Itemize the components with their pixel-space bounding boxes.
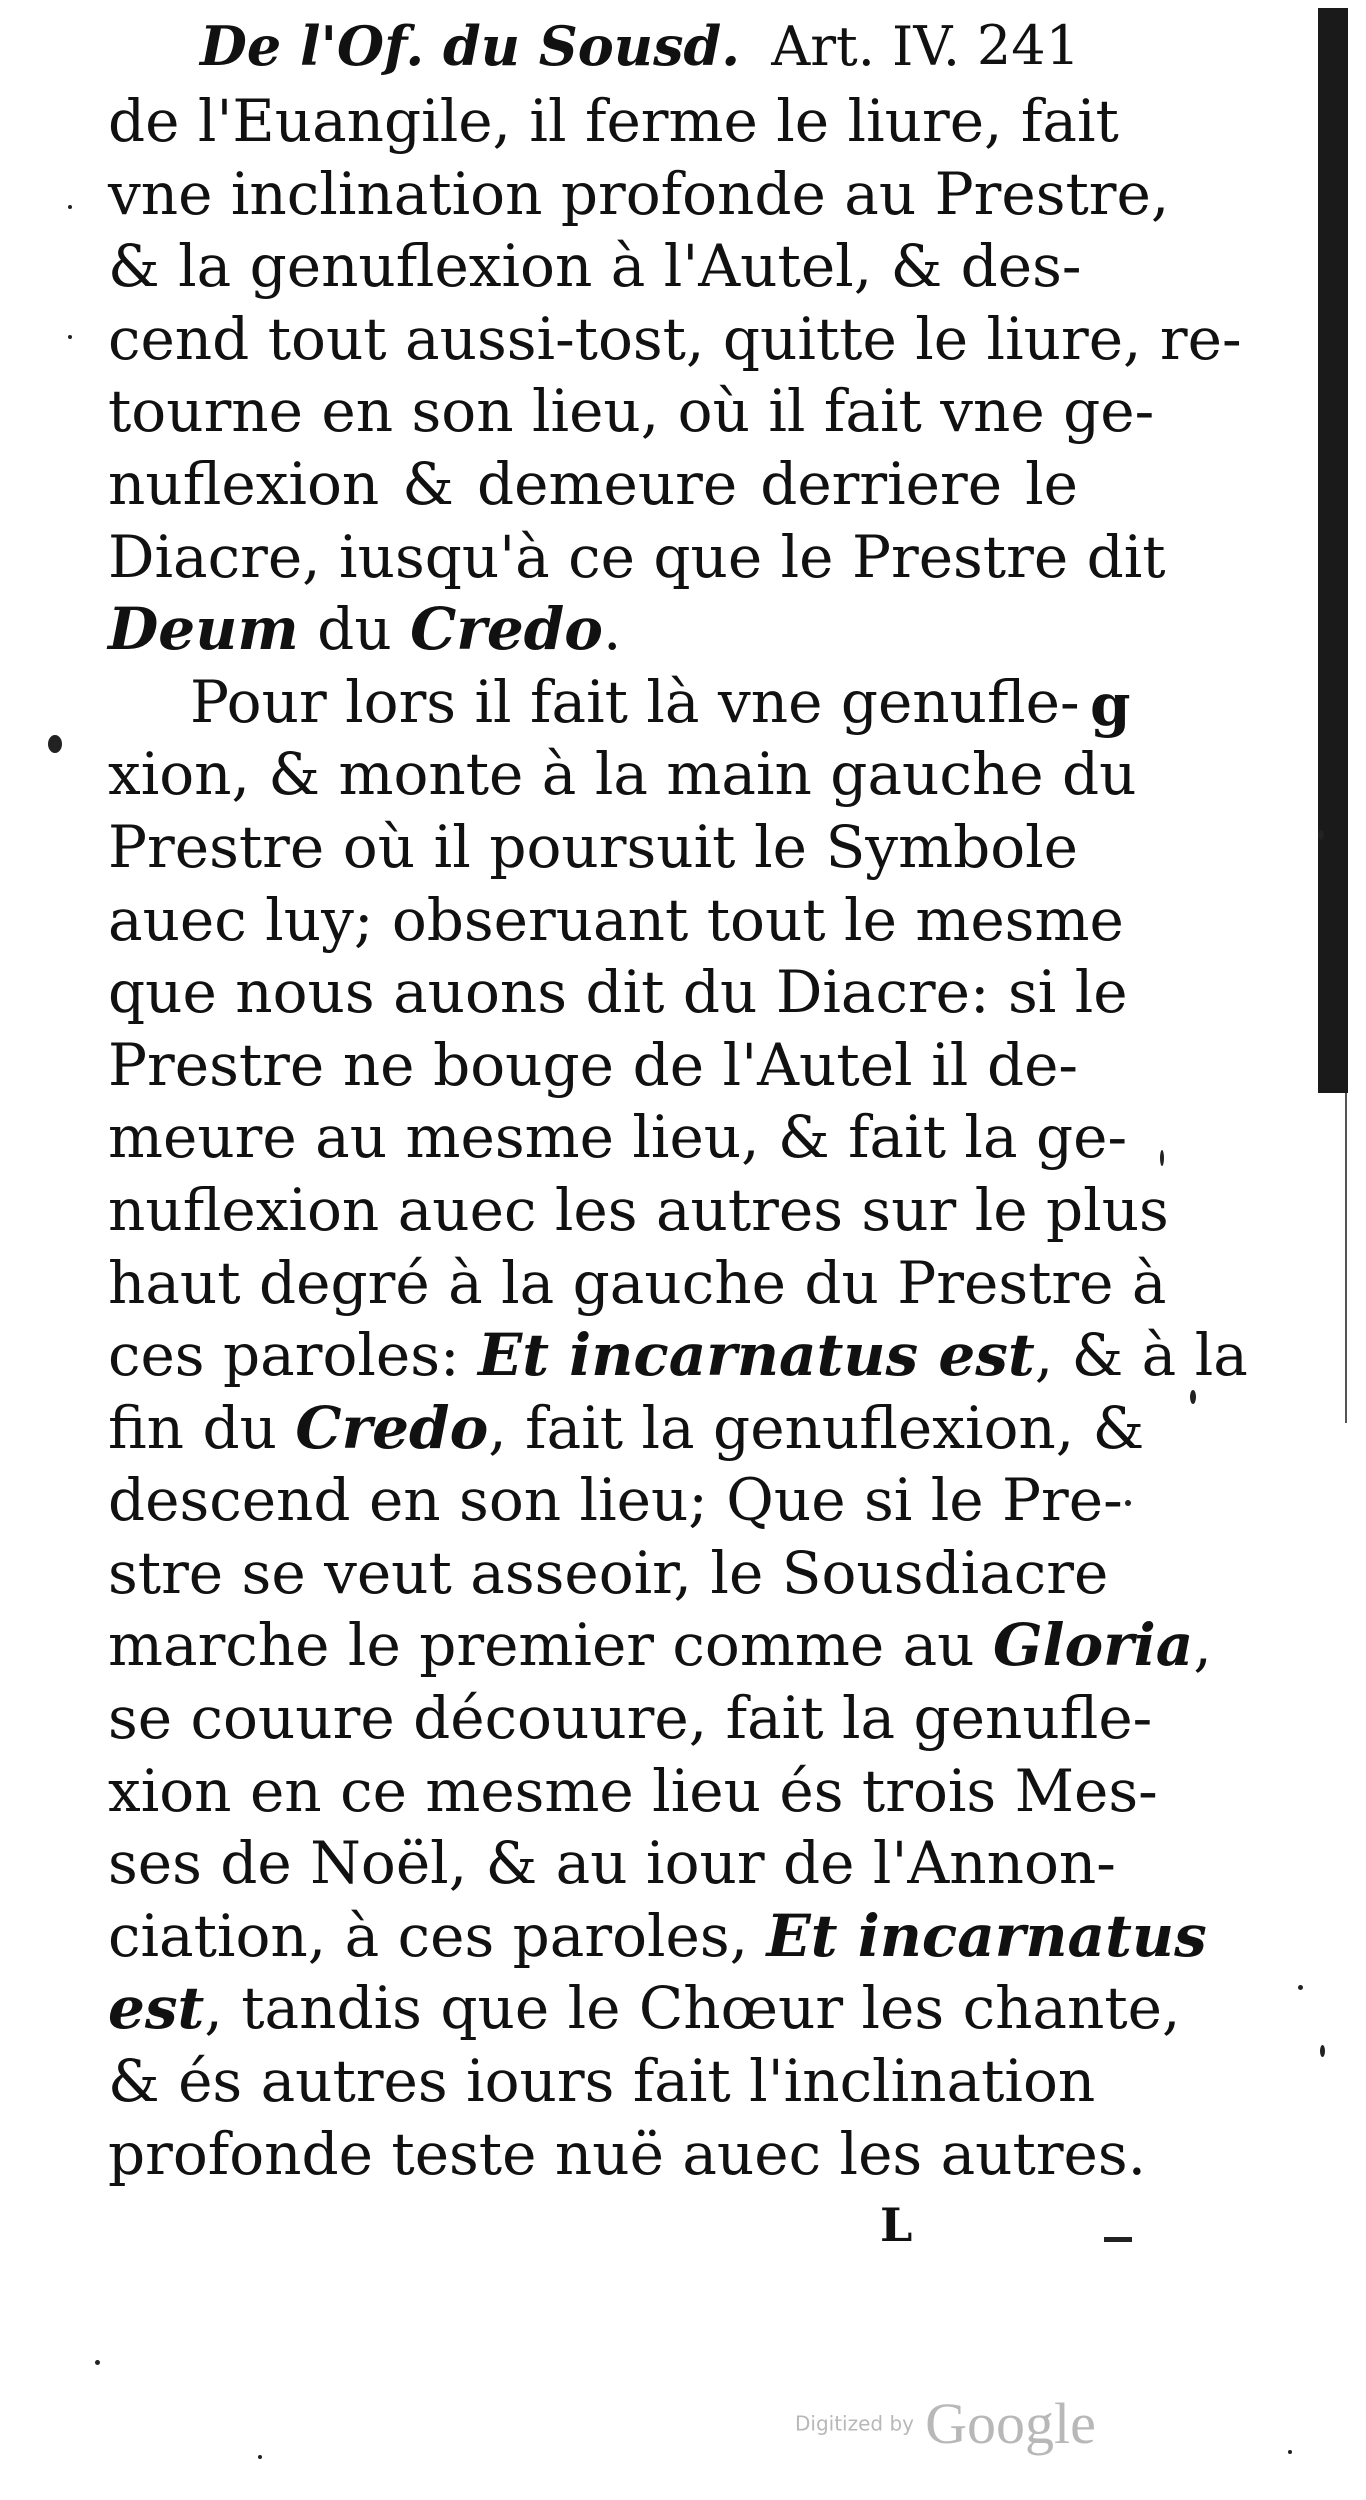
ink-speck	[48, 735, 62, 753]
text-line: fin du Credo, fait la genuflexion, &	[108, 1393, 1145, 1462]
text-line: ces paroles: Et incarnatus est, & à la	[108, 1321, 1248, 1390]
emphasis-deum: Deum	[108, 595, 299, 664]
text-line: descend en son lieu; Que si le Pre-	[108, 1466, 1123, 1535]
text-line: ses de Noël, & au iour de l'Annon-	[108, 1829, 1116, 1898]
text-line: ciation, à ces paroles, Et incarnatus	[108, 1901, 1207, 1970]
text-line: cend tout aussi-tost, quitte le liure, re-	[108, 304, 1242, 373]
text-line: se couure découure, fait la genufle-	[108, 1684, 1153, 1753]
text-line: xion en ce mesme lieu és trois Mes-	[108, 1756, 1158, 1825]
ink-speck	[258, 2455, 262, 2459]
text-line: Prestre où il poursuit le Symbole	[108, 812, 1078, 881]
text-line: nuflexion & demeure derriere le	[108, 449, 1078, 518]
text-line: Prestre ne bouge de l'Autel il de-	[108, 1030, 1078, 1099]
text-line: Diacre, iusqu'à ce que le Prestre dit	[108, 522, 1166, 591]
text-line: Deum du Credo.	[108, 595, 622, 664]
google-logo: Google	[925, 2391, 1096, 2456]
article-number: Art. IV.	[771, 15, 961, 78]
text-line: tourne en son lieu, où il fait vne ge-	[108, 377, 1155, 446]
text-line: meure au mesme lieu, & fait la ge-	[108, 1103, 1128, 1172]
paragraph-start-line: Pour lors il fait là vne genufle-	[190, 667, 1080, 736]
page-number: 241	[976, 14, 1080, 77]
marginal-mark: g	[1090, 671, 1131, 739]
ink-dash	[1104, 2237, 1132, 2242]
text-line: marche le premier comme au Gloria,	[108, 1611, 1212, 1680]
text-line: auec luy; obseruant tout le mesme	[108, 885, 1124, 954]
ink-speck	[1318, 830, 1324, 840]
text-line: vne inclination profonde au Prestre,	[108, 159, 1170, 228]
body-text	[108, 85, 1248, 2190]
ink-speck	[1320, 2045, 1325, 2057]
text-line: que nous auons dit du Diacre: si le	[108, 958, 1128, 1027]
ink-speck	[1298, 1985, 1303, 1990]
emphasis-est: est	[108, 1974, 205, 2043]
emphasis-credo: Credo	[410, 595, 603, 664]
running-title: De l'Of. du Sousd.	[200, 14, 741, 78]
emphasis-credo-2: Credo	[295, 1393, 489, 1462]
text-line: nuflexion auec les autres sur le plus	[108, 1175, 1169, 1244]
catchword: L	[880, 2198, 913, 2252]
digitized-by-watermark	[795, 2390, 1096, 2460]
emphasis-et-incarnatus-est: Et incarnatus est	[477, 1321, 1035, 1390]
text-line: stre se veut asseoir, le Sousdiacre	[108, 1538, 1109, 1607]
text-line: est, tandis que le Chœur les chante,	[108, 1974, 1181, 2043]
text-line: haut degré à la gauche du Prestre à	[108, 1248, 1167, 1317]
text-line: & és autres iours fait l'inclination	[108, 2047, 1096, 2116]
text-line: de l'Euangile, il ferme le liure, fait	[108, 87, 1119, 155]
digitized-by-label: Digitized by	[795, 2411, 914, 2436]
ink-speck	[1190, 1390, 1196, 1404]
ink-speck	[95, 2360, 100, 2365]
emphasis-et-incarnatus: Et incarnatus	[766, 1901, 1207, 1970]
scan-edge-shadow	[1318, 8, 1348, 1093]
ink-speck	[1125, 1500, 1131, 1506]
scan-edge-line	[1345, 1093, 1347, 1423]
text-line: profonde teste nuë auec les autres.	[108, 2119, 1147, 2188]
text-line: xion, & monte à la main gauche du	[108, 740, 1137, 809]
emphasis-gloria: Gloria	[992, 1611, 1194, 1680]
ink-speck	[68, 205, 72, 209]
text-line: & la genuflexion à l'Autel, & des-	[108, 232, 1082, 301]
ink-speck	[1288, 2450, 1292, 2454]
ink-speck	[68, 335, 72, 339]
ink-speck	[1160, 1150, 1164, 1166]
running-header	[200, 10, 1080, 82]
